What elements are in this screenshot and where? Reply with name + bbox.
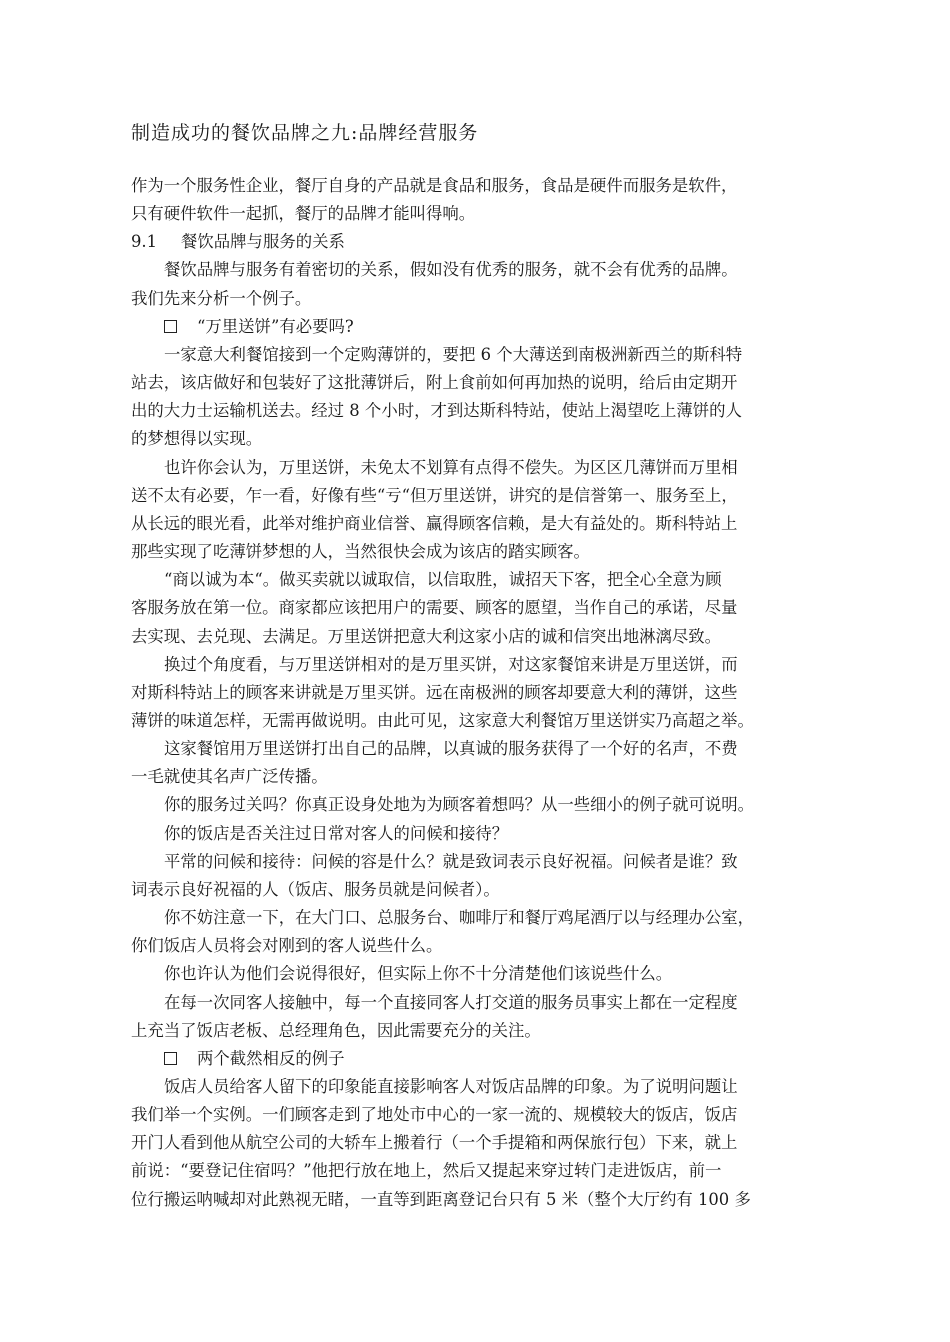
section-number: 9.1 — [131, 232, 158, 252]
text-line: 作为一个服务性企业，餐厅自身的产品就是食品和服务，食品是硬件而服务是软件， — [131, 176, 738, 195]
text-line: 你的服务过关吗？你真正设身处地为为顾客着想吗？从一些细小的例子就可说明。 — [164, 795, 755, 815]
document-body — [131, 172, 856, 1214]
text-line: 在每一次同客人接触中，每一个直接同客人打交道的服务员事实上都在一定程度 — [164, 992, 738, 1012]
text-line: 上充当了饭店老板、总经理角色，因此需要充分的关注。 — [131, 1020, 541, 1040]
text-line: 薄饼的味道怎样，无需再做说明。由此可见，这家意大利餐馆万里送饼实乃高超之举。 — [131, 710, 754, 730]
text-line: “商以诚为本“。做买卖就以诚取信，以信取胜，诚招天下客，把全心全意为顾 — [164, 570, 722, 590]
text-line: 我们先来分析一个例子。 — [131, 288, 312, 308]
text-line: 我们举一个实例。一们顾客走到了地处市中心的一家一流的、规模较大的饭店，饭店 — [131, 1105, 738, 1125]
text-line: 的梦想得以实现。 — [131, 429, 263, 449]
text-line: 送不太有必要，乍一看，好像有些“亏“但万里送饼，讲究的是信誉第一、服务至上， — [131, 485, 738, 505]
text-line: 只有硬件软件一起抓，餐厅的品牌才能叫得响。 — [131, 204, 476, 224]
text-line: 你也许认为他们会说得很好，但实际上你不十分清楚他们该说些什么。 — [164, 964, 673, 984]
page-title: 制造成功的餐饮品牌之九:品牌经营服务 — [131, 122, 479, 144]
text-line: 那些实现了吃薄饼梦想的人，当然很快会成为该店的踏实顾客。 — [131, 542, 590, 562]
text-line: 你们饭店人员将会对刚到的客人说些什么。 — [131, 936, 443, 956]
section-heading — [131, 228, 856, 256]
subheading-text: “万里送饼”有必要吗? — [197, 316, 354, 336]
text-line: 一家意大利餐馆接到一个定购薄饼的，要把 6 个大薄送到南极洲新西兰的斯科特 — [164, 344, 743, 364]
text-line: 客服务放在第一位。商家都应该把用户的需要、顾客的愿望，当作自己的承诺，尽量 — [131, 598, 738, 618]
text-line: 开门人看到他从航空公司的大轿车上搬着行（一个手提箱和两保旅行包）下来，就上 — [131, 1133, 738, 1153]
text-line: 你的饭店是否关注过日常对客人的问候和接待？ — [164, 823, 509, 843]
text-line: 去实现、去兑现、去满足。万里送饼把意大利这家小店的诚和信突出地淋漓尽致。 — [131, 626, 722, 646]
subheading — [131, 1045, 856, 1073]
subheading-text: 两个截然相反的例子 — [197, 1048, 345, 1068]
text-line: 一毛就使其名声广泛传播。 — [131, 767, 328, 787]
checkbox-square-icon — [164, 320, 177, 333]
text-line: 位行搬运呐喊却对此熟视无睹，一直等到距离登记台只有 5 米（整个大厅约有 100 多 — [131, 1189, 751, 1209]
section-title: 餐饮品牌与服务的关系 — [181, 232, 345, 252]
text-line: 餐饮品牌与服务有着密切的关系，假如没有优秀的服务，就不会有优秀的品牌。 — [164, 260, 738, 280]
text-line: 这家餐馆用万里送饼打出自己的品牌，以真诚的服务获得了一个好的名声，不费 — [164, 739, 738, 759]
text-line: 出的大力士运输机送去。经过 8 个小时，才到达斯科特站，使站上渴望吃上薄饼的人 — [131, 401, 742, 421]
text-line: 从长远的眼光看，此举对维护商业信誉、赢得顾客信赖，是大有益处的。斯科特站上 — [131, 513, 738, 533]
text-line: 你不妨注意一下，在大门口、总服务台、咖啡厅和餐厅鸡尾酒厅以与经理办公室， — [164, 908, 755, 928]
text-line: 对斯科特站上的顾客来讲就是万里买饼。远在南极洲的顾客却要意大利的薄饼，这些 — [131, 682, 738, 702]
text-line: 也许你会认为，万里送饼，未免太不划算有点得不偿失。为区区几薄饼而万里相 — [164, 457, 738, 477]
text-line: 换过个角度看，与万里送饼相对的是万里买饼，对这家餐馆来讲是万里送饼，而 — [164, 654, 738, 674]
text-line: 站去，该店做好和包装好了这批薄饼后，附上食前如何再加热的说明，给后由定期开 — [131, 373, 738, 393]
checkbox-square-icon — [164, 1052, 177, 1065]
text-line: 平常的问候和接待：问候的容是什么？就是致词表示良好祝福。问候者是谁？致 — [164, 851, 738, 871]
text-line: 词表示良好祝福的人（饭店、服务员就是问候者）。 — [131, 879, 500, 899]
text-line: 饭店人员给客人留下的印象能直接影响客人对饭店品牌的印象。为了说明问题让 — [164, 1077, 738, 1096]
text-line: 前说：“要登记住宿吗？”他把行放在地上，然后又提起来穿过转门走进饭店，前一 — [131, 1161, 722, 1181]
subheading — [131, 313, 856, 341]
